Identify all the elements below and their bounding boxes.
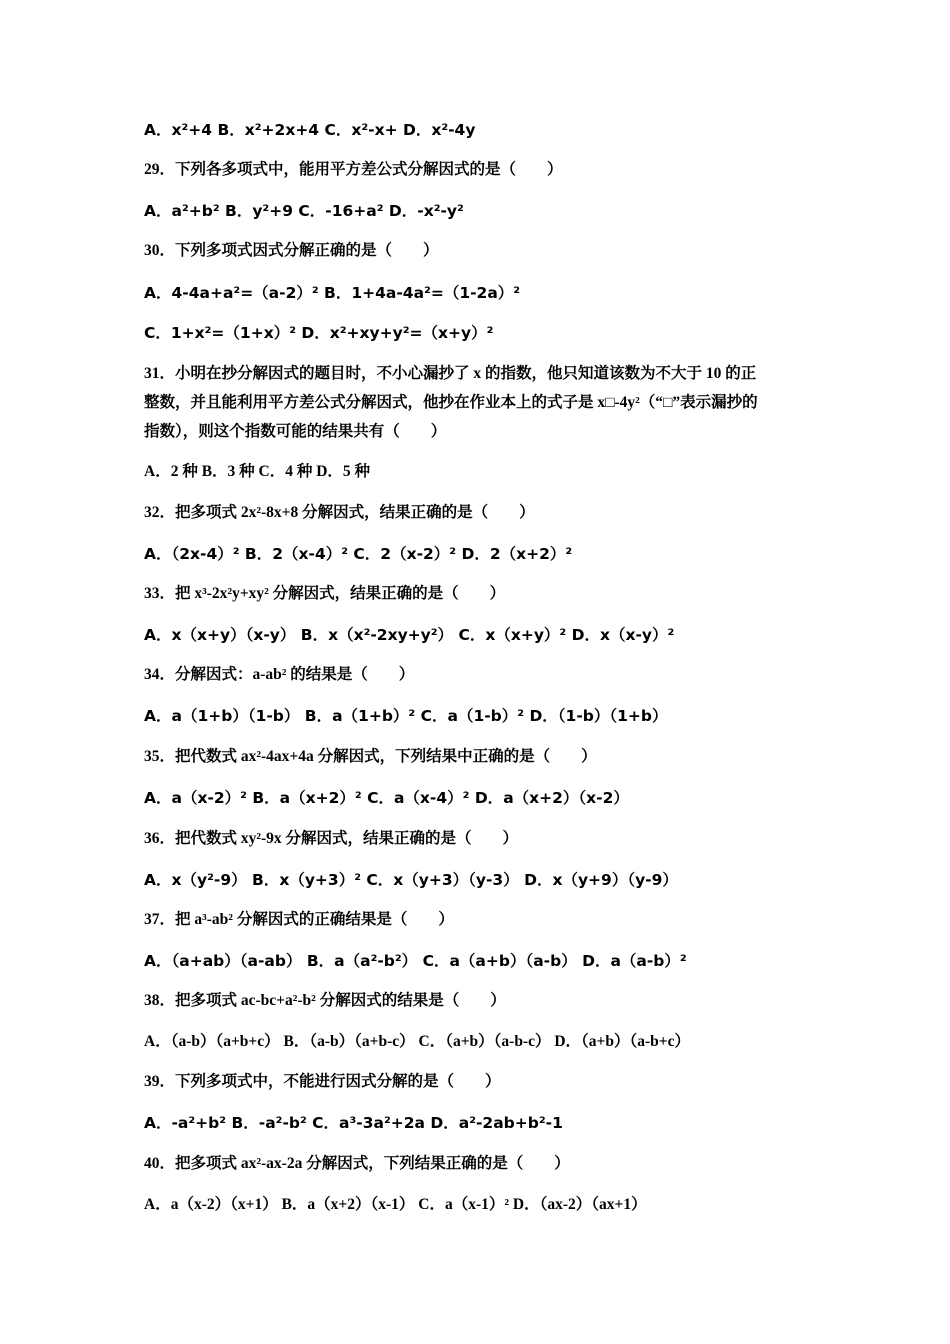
options-q30-row2: C．1+x²=（1+x）² D．x²+xy+y²=（x+y）² — [144, 324, 494, 342]
question-38: 38．把多项式 ac-bc+a²-b² 分解因式的结果是（ ） — [144, 992, 506, 1009]
question-36: 36．把代数式 xy²-9x 分解因式，结果正确的是（ ） — [144, 830, 519, 847]
options-q35: A．a（x-2）² B．a（x+2）² C．a（x-4）² D．a（x+2）（x-2） — [144, 789, 629, 807]
options-q38: A．（a-b）（a+b+c） B．（a-b）（a+b-c） C．（a+b）（a-b-c） D．（a+b）（a-b+c） — [144, 1033, 690, 1050]
question-33: 33．把 x³-2x²y+xy² 分解因式，结果正确的是（ ） — [144, 585, 506, 602]
options-q40: A．a（x-2）（x+1） B．a（x+2）（x-1） C．a（x-1）² D．（ax-2）（ax+1） — [144, 1196, 647, 1213]
question-31-line3: 指数），则这个指数可能的结果共有（ ） — [144, 423, 447, 440]
options-q32: A．（2x-4）² B．2（x-4）² C．2（x-2）² D．2（x+2）² — [144, 545, 573, 563]
question-37: 37．把 a³-ab² 分解因式的正确结果是（ ） — [144, 911, 454, 928]
options-q36: A．x（y²-9） B．x（y+3）² C．x（y+3）（y-3） D．x（y+9）（y-9） — [144, 871, 678, 889]
question-39: 39．下列多项式中，不能进行因式分解的是（ ） — [144, 1073, 501, 1090]
question-35: 35．把代数式 ax²-4ax+4a 分解因式，下列结果中正确的是（ ） — [144, 748, 597, 765]
question-31-line1: 31．小明在抄分解因式的题目时，不小心漏抄了 x 的指数，他只知道该数为不大于 10 的正 — [144, 365, 757, 382]
options-q33: A．x（x+y）（x-y） B．x（x²-2xy+y²） C．x（x+y）² D．x（x-y）² — [144, 626, 675, 644]
question-29: 29．下列各多项式中，能用平方差公式分解因式的是（ ） — [144, 161, 563, 178]
question-32: 32．把多项式 2x²-8x+8 分解因式，结果正确的是（ ） — [144, 504, 535, 521]
question-30: 30．下列多项式因式分解正确的是（ ） — [144, 242, 439, 259]
options-q29: A．a²+b² B．y²+9 C．-16+a² D．-x²-y² — [144, 202, 464, 220]
question-31-line2: 整数，并且能利用平方差公式分解因式，他抄在作业本上的式子是 x□-4y²（“□”表示漏抄的 — [144, 394, 758, 411]
options-q34: A．a（1+b）（1-b） B．a（1+b）² C．a（1-b）² D．（1-b）（1+b） — [144, 707, 668, 725]
options-q39: A．-a²+b² B．-a²-b² C．a³-3a²+2a D．a²-2ab+b²-1 — [144, 1114, 563, 1132]
options-q28: A．x²+4 B．x²+2x+4 C．x²-x+ D．x²-4y — [144, 121, 476, 139]
options-q31: A．2 种 B．3 种 C．4 种 D．5 种 — [144, 463, 371, 480]
question-34: 34．分解因式：a-ab² 的结果是（ ） — [144, 666, 415, 683]
question-40: 40．把多项式 ax²-ax-2a 分解因式，下列结果正确的是（ ） — [144, 1155, 570, 1172]
options-q30-row1: A．4-4a+a²=（a-2）² B．1+4a-4a²=（1-2a）² — [144, 284, 521, 302]
options-q37: A．（a+ab）（a-ab） B．a（a²-b²） C．a（a+b）（a-b） D．a（a-b）² — [144, 952, 687, 970]
